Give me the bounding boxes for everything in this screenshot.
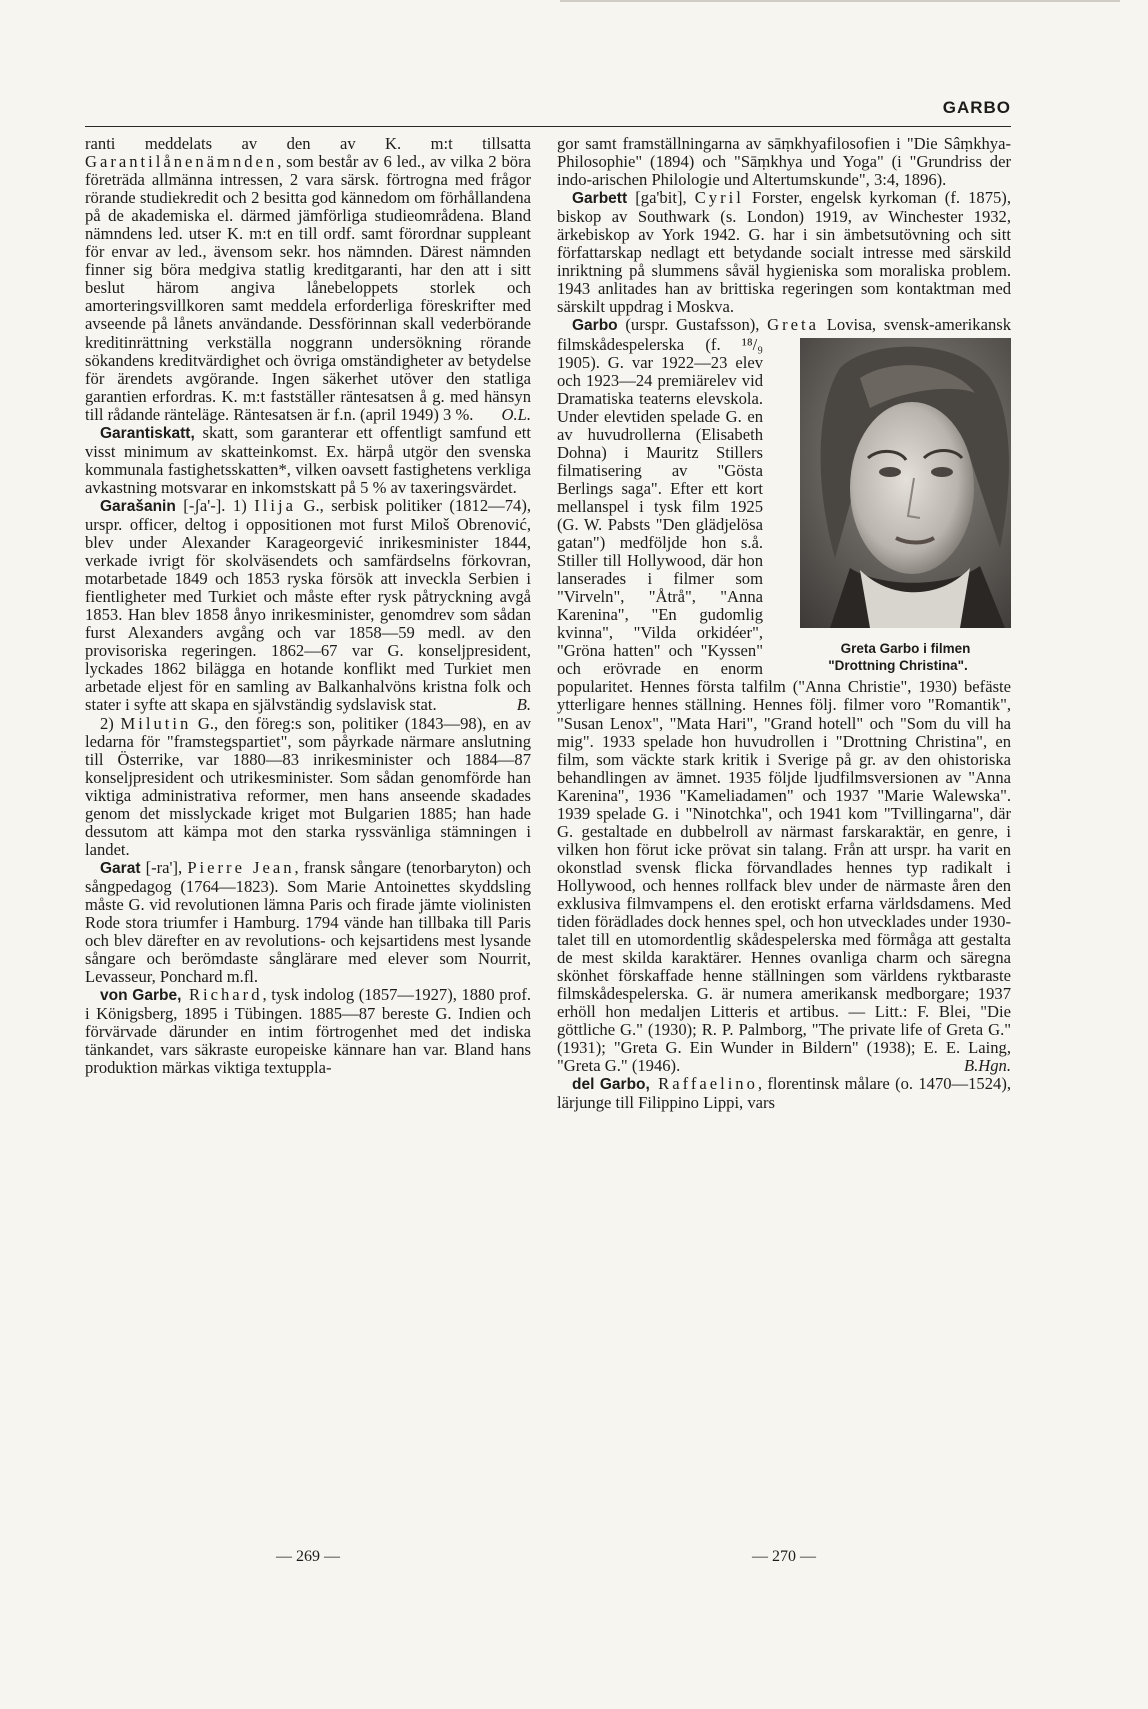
headword: Garantiskatt, — [100, 424, 195, 442]
entry-garbett: Garbett [ga'bit], Cyril Forster, engelsk kyrkoman (f. 1875), biskop av Southwark (s. London) 1919, av Winchester 1932, ärkebiskop av York 1942. G. har i sin ämbetsutövning och sitt författarskap nedlagt ett betydande socialt intresse med särskild inriktning på slummens såväl hygieniska som moraliska problem. 1943 anlitades han av brittiska regeringen som kontaktman med särskilt uppdrag i Moskva. — [557, 188, 1011, 317]
entry-garasanin: Garašanin [-ʃa'-]. 1) Ilija G., serbisk politiker (1812—74), urspr. officer, deltog i oppositionen mot furst Miloš Obrenović, blev under Alexander Karageorgević inrikesminister 1844, verkade ivrigt för skolväsendets och samfärdselns förkovran, motarbetade 1849 och 1853 ryska försök att inveckla Serbien i fientligheter med Turkiet och måste efter rysk påtryckning avgå 1853. Han blev 1858 ånyo inrikesminister, genomdrev som sådan furst Alexanders avgång och var 1858—59 medl. av den provisoriska regeringen. 1862—67 var G. konseljpresident, lyckades 1862 bilägga en hotande konflikt med Turkiet men arbetade eljest för en samling av Balkanhalvöns kristna folk och stater i syfte att skapa en självständig sydslavisk stat. B. — [85, 495, 531, 715]
right-column — [557, 135, 1011, 1113]
headword: Garbo — [572, 317, 618, 335]
entry-garbo: Garbo (urspr. Gustafsson), Greta Greta Garbo i filmen "Drottning Christina". Lovisa, svensk-amerikansk filmskådespelerska (f. ¹⁸/₉ 1905). G. var 1922—23 elev och 1923—24 premiärelev vid Dramatiska teaterns elevskola. Under elevtiden spelade G. en av huvudrollerna (Elisabeth Dohna) i Mauritz Stillers filmatisering av "Gösta Berlings saga". Efter ett kort mellanspel i tysk film 1925 (G. W. Pabsts "Den glädjelösa gatan") medföljde hon s.å. Stiller till Hollywood, där hon lanserades i filmer som "Virveln", "Åtrå", "Anna Karenina", "En gudomlig kvinna", "Vilda orkidéer", "Gröna hatten" och "Kyssen" och erövrade en enorm popularitet. Hennes första talfilm ("Anna Christie", 1930) befäste ytterligare hennes ställning. Hennes följ. filmer voro "Romantik", "Susan Lenox", "Mata Hari", "Grand hotell" och "Som du vill ha mig". 1933 spelade hon huvudrollen i "Drottning Christina", en film, som väckte stark kritik i Sverige på gr. av den ohistoriska behandlingen av ämnet. 1935 följde ljudfilmsversionen av "Anna Karenina", 1936 "Kameliadamen" och 1937 "Marie Walewska". 1939 spelade G. i "Ninotchka", och 1941 kom "Tvillingarna", där G. gestaltade en dubbelroll av närmast farskaraktär, en genre, i vilken hon förut icke prövat sin talang. Från att urspr. ha varit en okonstlad svensk flicka förvandlades hennes typ radikalt i Hollywood, och hennes rollfack blev under de närmaste åren den exklusiva filmvampens el. den erotiskt erfarna världsdamens. Med tiden förädlades dock hennes spel, och hon utvecklades under 1930-talet till en utomordentlig skådespelerska med förmåga att gestalta de mest skilda karaktärer. Hennes ovanliga charm och säregna skönhet förskaffade henne ställningen som världens ryktbaraste filmskådespelerska. G. är numera amerikansk medborgare; 1937 erhöll hon medaljen Litteris et artibus. — Litt.: F. Blei, "Die göttliche G." (1930); R. P. Palmborg, "The private life of Greta G." (1931); "Greta G. Ein Wunder in Bildern" (1938); E. E. Laing, "Greta G." (1946). B.Hgn. — [557, 316, 1011, 1075]
headword: Garat — [100, 859, 141, 877]
entry-von-garbe: von Garbe, Richard, tysk indolog (1857—1927), 1880 prof. i Königsberg, 1895 i Tübingen. 1885—87 bereste G. Indien och förvärvade därunder en intim förtrogenhet med det indiska tänkandet, vars säkraste europeiske kännare han var. Bland hans produktion märkas viktiga textuppla- — [85, 985, 531, 1078]
headword: von Garbe, — [100, 987, 182, 1005]
entry-del-garbo: del Garbo, Raffaelino, florentinsk målare (o. 1470—1524), lärjunge till Filippino Lippi, vars — [557, 1074, 1012, 1113]
entry-garasanin-2: 2) Milutin G., den föreg:s son, politiker (1843—98), en av ledarna för "framstegspartiet", som påyrkade närmare anslutning till Österrike, var 1880—83 inrikesminister och 1884—87 konseljpresident och utrikesminister. Som sådan genomförde han viktiga administrativa reformer, men hans anseende skadades genom det misslyckade kriget mot Bulgarien 1885; han hade dessutom att kämpa mot den starka ryssvänliga stämningen i landet. — [85, 713, 531, 859]
signature: O.L. — [501, 404, 531, 424]
left-column — [85, 135, 531, 1077]
greta-garbo-portrait-photo — [785, 338, 1011, 628]
signature: B.Hgn. — [963, 1056, 1011, 1076]
entry-garat: Garat [-ra'], Pierre Jean, fransk sångare (tenorbaryton) och sångpedagog (1764—1823). Som Marie Antoinettes skyddsling måste G. vid revolutionen lämna Paris och firade jämte violinisten Rode stora triumfer i Hamburg. 1794 vände han tillbaka till Paris och blev därefter en av revolutions- och kejsartidens mest lysande sångare och berömdaste sånglärare med elever som Nourrit, Levasseur, Ponchard m.fl. — [85, 857, 531, 987]
running-head-title: GARBO — [942, 98, 1011, 117]
entry-garantilan-continuation: ranti meddelats av den av K. m:t tillsatta Garantilånenämnden, som består av 6 led., av vilka 2 böra företräda allmänna intressen, 2 vara särsk. förtrogna med frågor rörande studiekredit och 2 besitta god kännedom om förhållandena på de akademiska el. därmed jämförliga studieområdena. Bland nämndens led. utser K. m:t en till ordf. samt förordnar suppleant för envar av led., ävensom sekr. hos nämnden. Därest nämnden finner sig böra medgiva statlig kreditgaranti, har den att i sitt beslut härom angiva lånebeloppets storlek och amorteringsvillkoren samt meddela erforderliga föreskrifter med avseende på lånets användande. Dessförinnan skall vederbörande kreditinrättning verkställa noggrann undersökning rörande sökandens kreditvärdighet och övriga omständigheter av betydelse för ärendets avgörande. Ingen säkerhet utöver den statliga garantien erfordras. K. m:t fastställer räntesatsen å g. med hänsyn till rådande ränteläge. Räntesatsen är f.n. (april 1949) 3 %. O.L. — [85, 134, 531, 424]
right-page-number: — 270 — — [752, 1548, 816, 1565]
running-header — [85, 98, 1011, 127]
portrait-illustration — [800, 338, 1011, 628]
scan-edge-line — [560, 0, 1120, 2]
headword: del Garbo, — [572, 1076, 650, 1094]
entry-garantiskatt: Garantiskatt, skatt, som garanterar ett offentligt samfund ett visst minimum av skatteinkomst. Ex. härpå utgör den svenska kommunala fastighetsskatten*, vilken oavsett fastighetens verkliga avkastning motsvarar en inkomstskatt på 5 % av taxeringsvärdet. — [85, 422, 531, 497]
entry-von-garbe-continuation: gor samt framställningarna av sāṃkhyafilosofien i "Die Sâṃkhya-Philosophie" (1894) och "Sāṃkhya und Yoga" (i "Grundriss der indo-arischen Philologie und Altertumskunde", 3:4, 1896). — [557, 134, 1011, 190]
figure — [775, 338, 1011, 674]
left-page-number: — 269 — — [276, 1548, 340, 1565]
headword: Garbett — [572, 190, 628, 208]
headword: Garašanin — [100, 497, 176, 515]
caption-line-1: Greta Garbo i filmen — [840, 640, 971, 656]
signature: B. — [516, 695, 531, 715]
figure-caption — [775, 640, 1011, 674]
caption-line-2: "Drottning Christina". — [828, 657, 968, 673]
